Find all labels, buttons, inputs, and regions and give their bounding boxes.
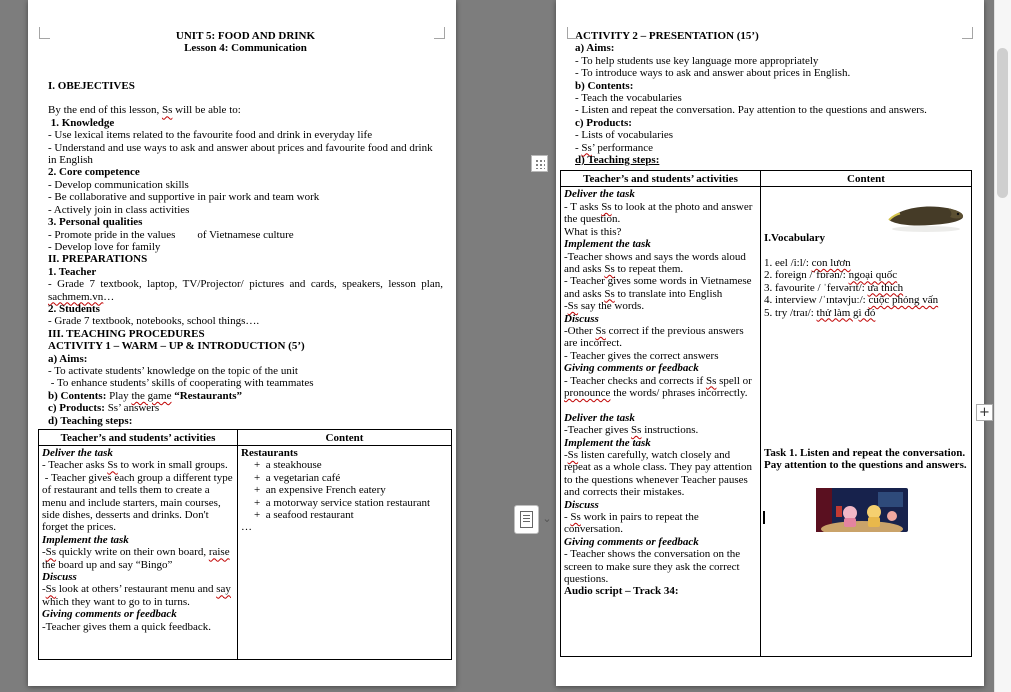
doc-line <box>42 546 234 571</box>
text-run: - Lists of vocabularies <box>575 129 674 142</box>
doc-line <box>42 534 234 546</box>
activity1-steps <box>42 447 234 633</box>
students-restaurant-cartoon <box>816 488 908 532</box>
text-run: -Teacher gives <box>564 424 632 437</box>
doc-line <box>575 30 965 42</box>
doc-line <box>48 67 443 79</box>
doc-line <box>241 497 448 509</box>
doc-line <box>241 459 448 471</box>
text-run: the game <box>131 389 172 402</box>
text-run: By the end of this lesson, <box>48 104 162 117</box>
text-run: Discuss <box>564 312 599 325</box>
text-run: quickly write on their own board, <box>56 546 209 559</box>
text-run: 2. foreign /ˈfɒrən/: <box>764 269 849 282</box>
text-run: - Grade 7 textbook, notebooks, school things…. <box>48 315 260 328</box>
doc-line <box>48 278 443 303</box>
text-run: thử làm gì đó <box>816 306 876 319</box>
text-run: 2. Core competence <box>48 166 140 179</box>
text-run: - To introduce ways to ask and answer about prices in English. <box>575 67 851 80</box>
doc-line <box>48 142 443 167</box>
text-run: … <box>241 521 252 534</box>
doc-title: UNIT 5: FOOD AND DRINK <box>175 30 316 42</box>
text-run: d) Teaching steps: <box>575 154 660 167</box>
text-run: cuộc phỏng vấn <box>868 294 939 307</box>
page-icon <box>520 511 533 528</box>
doc-line <box>564 585 757 597</box>
text-run: ưa thích <box>867 281 904 294</box>
text-run: + a steakhouse <box>254 459 322 472</box>
doc-line <box>48 353 443 365</box>
add-button[interactable] <box>976 404 993 421</box>
text-run: raise <box>208 546 230 559</box>
text-run: - <box>575 141 582 154</box>
chevron-down-icon: ⌄ <box>542 511 552 525</box>
doc-line <box>48 377 443 389</box>
text-run: Giving comments or feedback <box>564 535 699 548</box>
chevron-down-button[interactable] <box>540 508 554 528</box>
doc-line <box>575 55 965 67</box>
text-run: - Be collaborative and supportive in pair work and team work <box>48 191 320 204</box>
doc-line <box>575 142 965 154</box>
doc-line <box>42 608 234 620</box>
text-run: Deliver the task <box>564 411 635 424</box>
doc-line <box>48 328 443 340</box>
text-run: Implement the task <box>42 533 129 546</box>
doc-line <box>564 275 757 300</box>
doc-line <box>241 472 448 484</box>
text-run: 1. Knowledge <box>48 116 115 129</box>
text-run: to look at the photo and answer the question. <box>564 200 753 226</box>
text-run: Implement the task <box>564 238 651 251</box>
text-run: to work in small groups. <box>117 459 228 472</box>
text-run: - To enhance students’ skills of cooperating with teammates <box>48 377 314 390</box>
doc-line <box>764 307 968 319</box>
doc-line <box>48 129 443 141</box>
text-run: ngoại quốc <box>848 269 898 282</box>
doc-line <box>564 412 757 424</box>
doc-line <box>48 340 443 352</box>
doc-line <box>575 104 965 116</box>
doc-line <box>42 472 234 534</box>
text-run: Ss <box>581 141 592 154</box>
text-run: - Develop communication skills <box>48 178 189 191</box>
doc-line <box>241 447 448 459</box>
doc-line <box>564 238 757 250</box>
doc-line <box>575 80 965 92</box>
doc-line <box>764 294 968 306</box>
doc-line <box>48 117 443 129</box>
text-run: look at others’ restaurant menu and <box>56 583 217 596</box>
doc-line <box>564 226 757 238</box>
doc-line <box>575 129 965 141</box>
doc-line <box>48 390 443 402</box>
page-options-button[interactable] <box>514 505 539 534</box>
text-run: say <box>216 583 231 596</box>
text-run: - <box>564 449 568 461</box>
text-run: III. TEACHING PROCEDURES <box>48 327 205 340</box>
doc-line <box>48 365 443 377</box>
activity1-table <box>38 429 452 660</box>
doc-line <box>564 536 757 548</box>
doc-line <box>564 437 757 449</box>
text-run: con lươn <box>811 256 851 269</box>
doc-line <box>564 300 757 312</box>
page1-content[interactable] <box>28 0 456 660</box>
doc-line <box>48 303 443 315</box>
doc-line <box>564 362 757 374</box>
activity1-content-cell[interactable] <box>238 446 452 660</box>
text-run: Deliver the task <box>42 447 113 459</box>
text-run: - <box>564 300 568 313</box>
text-run: -Teacher gives them a quick feedback. <box>42 620 212 633</box>
text-run: - Understand and use ways to ask and answer about prices and favourite food and drink in English <box>48 141 433 167</box>
text-run: Ss <box>601 200 612 213</box>
text-run: - Teacher gives each group a different type of restaurant and tells them to create a menu and include starters, main courses, side dishes, desserts and drinks. Don't forget the prices. <box>42 471 233 534</box>
text-run: 4. interview /ˈɪntəvjuː/: <box>764 294 869 307</box>
doc-line <box>564 201 757 226</box>
doc-line <box>48 92 443 104</box>
text-run: which they want to go to in turns. <box>42 595 190 608</box>
text-cursor <box>763 511 765 524</box>
text-run: - To help students use key language more appropriately <box>575 54 819 67</box>
page2-content[interactable] <box>556 0 984 657</box>
text-run: b) Contents: <box>575 79 634 92</box>
text-run: Ss <box>604 262 615 275</box>
text-run: - T asks <box>564 200 602 213</box>
doc-line <box>241 484 448 496</box>
page2-body <box>575 30 965 166</box>
doc-line <box>764 282 968 294</box>
doc-line <box>48 55 443 67</box>
doc-line <box>575 42 965 54</box>
text-run: - Teacher asks <box>42 459 108 472</box>
text-run: I. OBEJECTIVES <box>48 79 135 92</box>
table-header-content: Content <box>761 171 972 187</box>
doc-line <box>48 253 443 265</box>
doc-line <box>564 499 757 511</box>
vocabulary-list <box>764 257 968 319</box>
doc-line <box>575 92 965 104</box>
text-run: Ss <box>567 300 579 313</box>
text-run: … <box>103 290 115 303</box>
doc-line <box>48 415 443 427</box>
doc-line <box>564 449 757 499</box>
doc-line <box>564 350 757 362</box>
text-run: Ss <box>567 449 579 461</box>
text-run: to translate into English <box>614 287 723 300</box>
doc-line <box>42 459 234 471</box>
text-run: pronounce <box>564 386 611 399</box>
text-run: the board up and say “Bingo” <box>42 558 173 571</box>
doc-line <box>575 154 965 166</box>
text-run: Ss <box>705 374 717 387</box>
doc-line <box>564 511 757 536</box>
margin-cropmark <box>39 27 50 39</box>
text-run: 3. favourite / ˈfeɪvərɪt/: <box>764 281 868 294</box>
text-run: Audio script – Track 34: <box>564 585 679 598</box>
text-run: - Teacher shows the conversation on the screen to make sure they ask the correct questions. <box>564 548 741 586</box>
text-run: a) Aims: <box>48 352 88 365</box>
doc-line <box>48 241 443 253</box>
document-page-1 <box>28 0 456 686</box>
doc-line <box>42 447 234 459</box>
text-run: What is this? <box>564 225 622 238</box>
doc-line <box>575 67 965 79</box>
text-run: listen carefully, watch closely and repeat as a whole class. They pay attention to the questions whenever Teacher pauses and corrects their mistakes. <box>564 449 752 499</box>
table-header-activities: Teacher’s and students’ activities <box>561 171 761 187</box>
doc-line <box>48 204 443 216</box>
doc-line <box>48 266 443 278</box>
text-run: b) Contents: <box>48 389 107 402</box>
doc-line <box>564 424 757 436</box>
text-run: - Teacher gives the correct answers <box>564 349 719 362</box>
doc-line <box>42 571 234 583</box>
text-run: Ss <box>631 424 642 437</box>
text-run: c) Products: <box>575 116 632 129</box>
doc-line <box>48 315 443 327</box>
plus-icon: + <box>979 405 990 420</box>
vertical-scrollbar[interactable] <box>994 0 1011 692</box>
text-run: ACTIVITY 2 – PRESENTATION (15’) <box>575 30 759 42</box>
text-run: - Develop love for family <box>48 240 161 253</box>
text-run: say the words. <box>578 300 645 313</box>
text-run: Ss <box>107 459 118 472</box>
text-run: - <box>564 511 571 524</box>
text-run: - Teacher gives some words in Vietnamese and asks <box>564 275 752 300</box>
text-run: - <box>42 583 46 596</box>
table-header-activities: Teacher’s and students’ activities <box>39 430 238 446</box>
activity2-steps <box>564 188 757 597</box>
text-run: “Restaurants” <box>174 389 243 402</box>
activity2-steps-cell[interactable] <box>561 187 761 657</box>
text-run: II. PREPARATIONS <box>48 253 148 266</box>
doc-line <box>42 621 234 633</box>
text-run: Giving comments or feedback <box>42 608 177 621</box>
text-run: Play <box>106 389 132 402</box>
doc-line <box>564 251 757 276</box>
text-run: d) Teaching steps: <box>48 414 133 427</box>
doc-line <box>564 188 757 200</box>
doc-line <box>48 191 443 203</box>
text-run: instructions. <box>641 424 699 437</box>
text-run: 2. Students <box>48 302 100 315</box>
text-run: Ss <box>161 104 173 117</box>
text-run: - Actively join in class activities <box>48 203 190 216</box>
text-run: the words/ phrases incorrectly. <box>610 386 748 399</box>
text-run: + a seafood restaurant <box>254 509 354 522</box>
text-run: Ss’ answers <box>104 402 160 415</box>
text-run: - Promote pride in the values of Vietnamese culture <box>48 228 294 241</box>
text-run: - Use lexical items related to the favourite food and drink in everyday life <box>48 129 373 142</box>
activity2-content-cell[interactable] <box>761 187 972 657</box>
task1-instruction: Task 1. Listen and repeat the conversation. Pay attention to the questions and answers. <box>764 446 967 472</box>
text-run: correct if the previous answers are incorrect. <box>564 324 744 350</box>
doc-line <box>48 80 443 92</box>
text-run: -Teacher shows and says the words aloud and asks <box>564 250 746 275</box>
text-run: 5. try /traɪ/: <box>764 306 817 319</box>
text-run: a) Aims: <box>575 42 615 55</box>
text-run: -Other <box>564 324 596 337</box>
doc-line <box>564 325 757 350</box>
text-run: to repeat them. <box>614 262 684 275</box>
doc-subtitle: Lesson 4: Communication <box>184 42 307 55</box>
text-run: + a motorway service station restaurant <box>254 496 431 509</box>
doc-line <box>48 229 443 241</box>
text-run: 1. eel /i:l/: <box>764 256 812 269</box>
document-page-2 <box>556 0 984 686</box>
text-run: ACTIVITY 1 – WARM – UP & INTRODUCTION (5’) <box>48 340 305 353</box>
activity1-steps-cell[interactable] <box>39 446 238 660</box>
drag-dots-icon <box>535 159 545 169</box>
text-run: Implement the task <box>564 436 651 449</box>
text-run: work in pairs to repeat the conversation. <box>564 511 699 536</box>
table-header-content: Content <box>238 430 452 446</box>
text-run: Ss <box>570 511 581 524</box>
doc-line <box>241 521 448 533</box>
doc-line <box>48 179 443 191</box>
text-run: Discuss <box>42 571 77 584</box>
activity2-table <box>560 170 972 657</box>
doc-line <box>48 402 443 414</box>
doc-line <box>564 375 757 400</box>
text-run: Deliver the task <box>564 188 635 201</box>
text-run: 3. Personal qualities <box>48 216 143 229</box>
doc-line <box>241 509 448 521</box>
doc-line <box>575 117 965 129</box>
doc-line <box>764 269 968 281</box>
doc-line <box>764 257 968 269</box>
text-run: ’ performance <box>591 141 653 154</box>
text-run: Restaurants <box>241 447 298 459</box>
doc-line <box>48 216 443 228</box>
text-run: Ss <box>45 583 57 596</box>
text-run: Discuss <box>564 498 599 511</box>
activity1-content <box>241 447 448 534</box>
text-run: + a vegetarian café <box>254 471 341 484</box>
text-run: sachmem.vn <box>48 290 104 303</box>
scrollbar-thumb[interactable] <box>997 48 1008 198</box>
doc-line <box>564 548 757 585</box>
page1-body <box>48 55 443 427</box>
text-run: spell or <box>716 374 752 387</box>
margin-cropmark <box>962 27 973 39</box>
text-run: - Listen and repeat the conversation. Pay attention to the questions and answers. <box>575 104 927 117</box>
text-run: will be able to: <box>172 104 241 117</box>
text-run: - Teacher checks and corrects if <box>564 374 706 387</box>
vocabulary-heading: I.Vocabulary <box>764 232 826 245</box>
table-move-handle-icon[interactable] <box>531 155 548 172</box>
margin-cropmark <box>567 27 578 39</box>
text-run: Ss <box>595 324 606 337</box>
text-run: Ss <box>45 546 57 559</box>
eel-photo <box>885 198 967 234</box>
text-run: 1. Teacher <box>48 265 97 278</box>
text-run: - Grade 7 textbook, laptop, TV/Projector/ pictures and cards, speakers, lesson plan, <box>48 278 443 291</box>
text-run: Ss <box>604 287 615 300</box>
doc-line <box>48 166 443 178</box>
doc-line <box>564 313 757 325</box>
doc-line <box>42 583 234 608</box>
text-run: - <box>42 546 46 559</box>
doc-line <box>48 104 443 116</box>
text-run: + an expensive French eatery <box>254 484 386 497</box>
text-run: - To activate students’ knowledge on the topic of the unit <box>48 364 298 377</box>
margin-cropmark <box>434 27 445 39</box>
text-run: - Teach the vocabularies <box>575 92 682 105</box>
text-run: c) Products: <box>48 402 105 415</box>
doc-line <box>564 399 757 411</box>
text-run: Giving comments or feedback <box>564 362 699 375</box>
